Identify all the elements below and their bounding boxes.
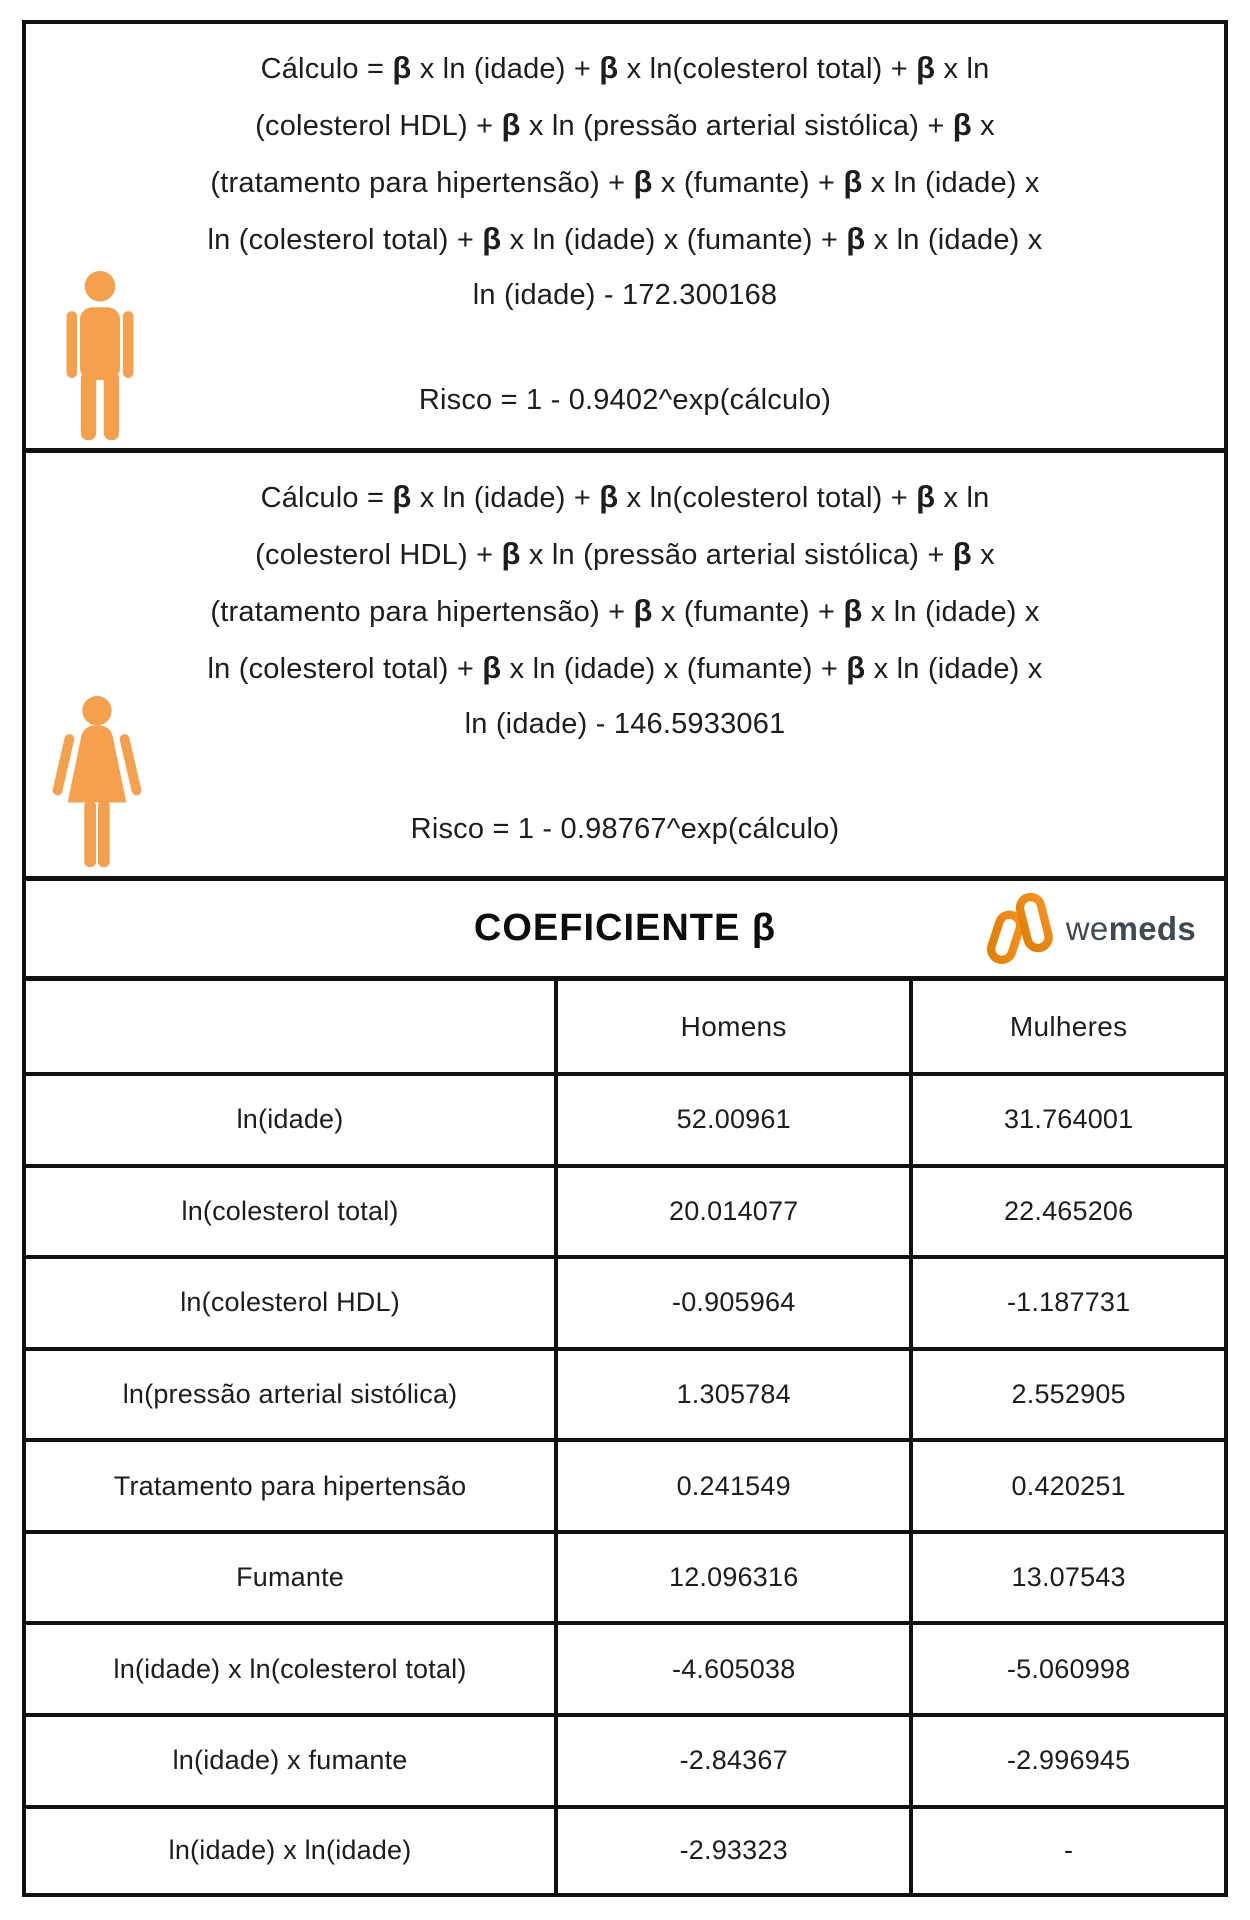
formula-line: Cálculo = β x ln (idade) + β x ln(colesterol total) + β x ln — [260, 479, 990, 514]
male-icon — [52, 270, 148, 442]
female-risk-formula: Risco = 1 - 0.98767^exp(cálculo) — [410, 813, 840, 845]
value-homens: 20.014077 — [556, 1166, 911, 1258]
table-row — [26, 1715, 1224, 1807]
row-label: ln(idade) x ln(colesterol total) — [26, 1623, 556, 1715]
male-formula-section — [26, 24, 1224, 453]
formula-line: ln (colesterol total) + β x ln (idade) x (fumante) + β x ln (idade) x — [207, 221, 1043, 256]
table-row — [26, 1166, 1224, 1258]
value-homens: -2.84367 — [556, 1715, 911, 1807]
row-label: ln(colesterol HDL) — [26, 1257, 556, 1349]
value-homens: 0.241549 — [556, 1440, 911, 1532]
value-mulheres: 2.552905 — [911, 1349, 1224, 1441]
column-header-empty — [26, 981, 556, 1074]
formula-line: Cálculo = β x ln (idade) + β x ln(colesterol total) + β x ln — [260, 50, 990, 85]
table-row — [26, 1349, 1224, 1441]
wemeds-logo — [983, 881, 1196, 976]
value-homens: -0.905964 — [556, 1257, 911, 1349]
infographic-card — [22, 20, 1228, 1897]
value-mulheres: -5.060998 — [911, 1623, 1224, 1715]
row-label: ln(idade) x ln(idade) — [26, 1807, 556, 1893]
row-label: Tratamento para hipertensão — [26, 1440, 556, 1532]
coefficient-table — [26, 981, 1224, 1893]
value-mulheres: 13.07543 — [911, 1532, 1224, 1624]
value-homens: -2.93323 — [556, 1807, 911, 1893]
female-formula — [26, 453, 1224, 752]
formula-line: ln (idade) - 172.300168 — [472, 279, 778, 311]
male-formula — [26, 24, 1224, 323]
table-header-row — [26, 981, 1224, 1074]
column-header-homens: Homens — [556, 981, 911, 1074]
row-label: ln(colesterol total) — [26, 1166, 556, 1258]
value-homens: -4.605038 — [556, 1623, 911, 1715]
value-homens: 12.096316 — [556, 1532, 911, 1624]
value-mulheres: 0.420251 — [911, 1440, 1224, 1532]
row-label: ln(idade) x fumante — [26, 1715, 556, 1807]
table-row — [26, 1257, 1224, 1349]
formula-line: (colesterol HDL) + β x ln (pressão arterial sistólica) + β x — [255, 536, 995, 571]
value-mulheres: 31.764001 — [911, 1074, 1224, 1166]
row-label: ln(pressão arterial sistólica) — [26, 1349, 556, 1441]
wemeds-logo-text: wemeds — [1065, 909, 1196, 947]
value-mulheres: - — [911, 1807, 1224, 1893]
formula-line: (tratamento para hipertensão) + β x (fumante) + β x ln (idade) x — [210, 593, 1040, 628]
value-mulheres: -2.996945 — [911, 1715, 1224, 1807]
value-mulheres: -1.187731 — [911, 1257, 1224, 1349]
female-formula-section — [26, 453, 1224, 881]
table-row — [26, 1532, 1224, 1624]
table-row — [26, 1074, 1224, 1166]
formula-line: ln (colesterol total) + β x ln (idade) x (fumante) + β x ln (idade) x — [207, 650, 1043, 685]
value-homens: 1.305784 — [556, 1349, 911, 1441]
table-row — [26, 1623, 1224, 1715]
formula-line: (tratamento para hipertensão) + β x (fumante) + β x ln (idade) x — [210, 164, 1040, 199]
wemeds-logo-icon — [983, 892, 1057, 966]
formula-line: ln (idade) - 146.5933061 — [464, 708, 786, 740]
table-row — [26, 1807, 1224, 1893]
page-title: COEFICIENTE β — [473, 907, 777, 949]
female-icon — [48, 695, 146, 871]
coefficient-header-band — [26, 881, 1224, 981]
male-risk-formula: Risco = 1 - 0.9402^exp(cálculo) — [418, 384, 832, 416]
row-label: ln(idade) — [26, 1074, 556, 1166]
table-row — [26, 1440, 1224, 1532]
value-homens: 52.00961 — [556, 1074, 911, 1166]
column-header-mulheres: Mulheres — [911, 981, 1224, 1074]
row-label: Fumante — [26, 1532, 556, 1624]
formula-line: (colesterol HDL) + β x ln (pressão arterial sistólica) + β x — [255, 107, 995, 142]
value-mulheres: 22.465206 — [911, 1166, 1224, 1258]
